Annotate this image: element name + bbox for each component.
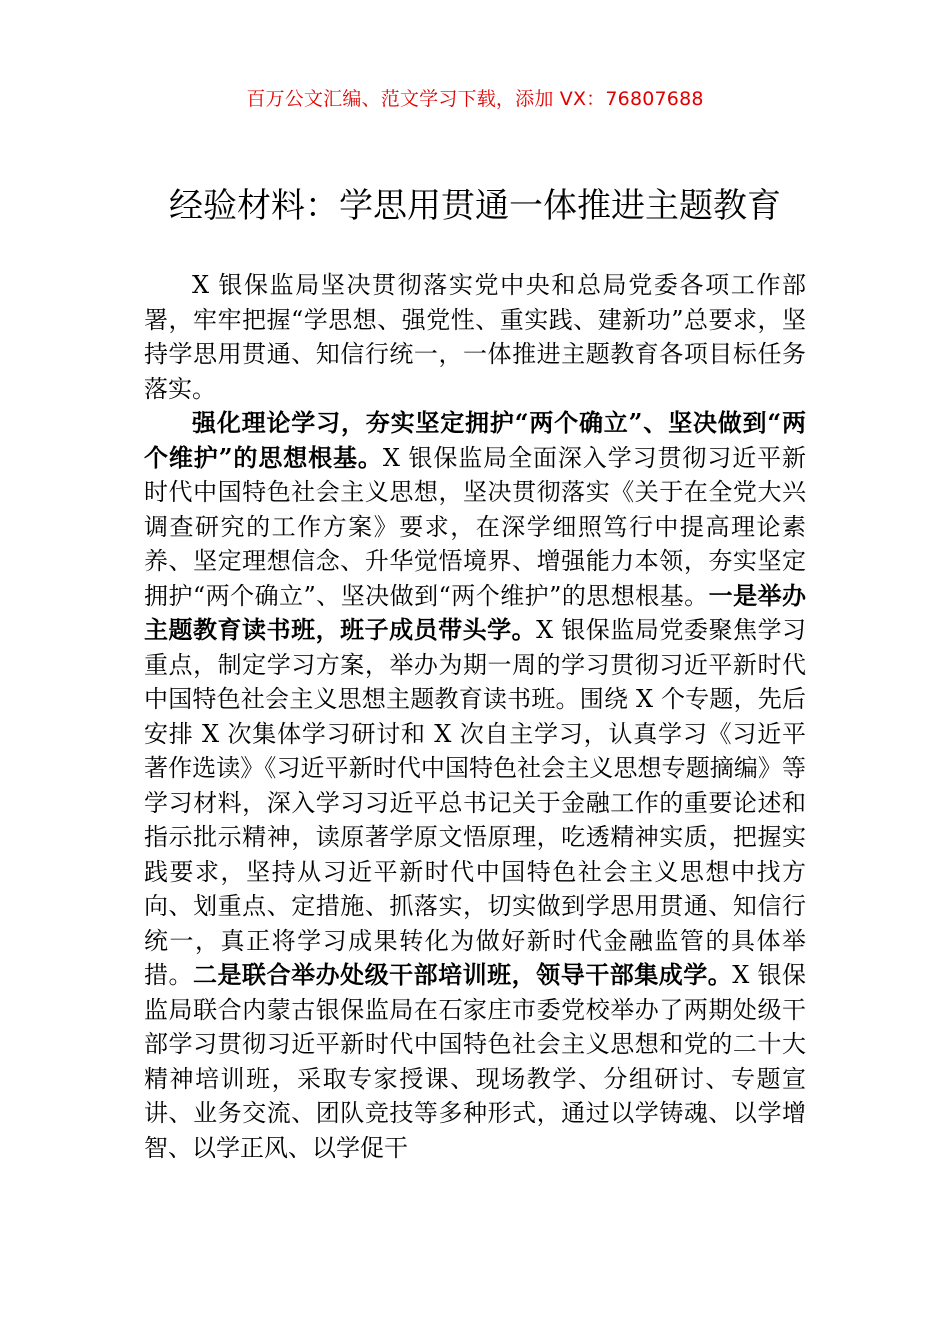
section-text-1: X 银保监局全面深入学习贯彻习近平新时代中国特色社会主义思想，坚决贯彻落实《关于在全党大兴调查研究的工作方案》要求，在深学细照笃行中提高理论素养、坚定理想信念、升华觉悟境界、增强能力本领，夯实坚定拥护“两个确立”、坚决做到“两个维护”的思想根基。 xyxy=(144,443,806,610)
header-banner: 百万公文汇编、范文学习下载，添加 VX：76807688 xyxy=(246,88,704,110)
document-title: 经验材料：学思用贯通一体推进主题教育 xyxy=(169,186,781,226)
document-body xyxy=(144,268,806,1165)
subheading-1: 一是举办主题教育读书班，班子成员带头学。 xyxy=(144,580,807,644)
section-heading: 强化理论学习，夯实坚定拥护“两个确立”、坚决做到“两个维护”的思想根基。 xyxy=(144,408,806,472)
subheading-2: 二是联合举办处级干部培训班，领导干部集成学。 xyxy=(193,960,733,989)
section-paragraph xyxy=(144,406,806,1165)
section-text-3: X 银保监局联合内蒙古银保监局在石家庄市委党校举办了两期处级干部学习贯彻习近平新时代中国特色社会主义思想和党的二十大精神培训班，采取专家授课、现场教学、分组研讨、专题宣讲、业务交流、团队竞技等多种形式，通过以学铸魂、以学增智、以学正风、以学促干 xyxy=(144,961,807,1162)
intro-paragraph: X 银保监局坚决贯彻落实党中央和总局党委各项工作部署，牢牢把握“学思想、强党性、重实践、建新功”总要求，坚持学思用贯通、知信行统一，一体推进主题教育各项目标任务落实。 xyxy=(144,271,806,403)
section-text-2: X 银保监局党委聚焦学习重点，制定学习方案，举办为期一周的学习贯彻习近平新时代中国特色社会主义思想主题教育读书班。围绕 X 个专题，先后安排 X 次集体学习研讨和 X 次自主学习，认真学习《习近平著作选读》《习近平新时代中国特色社会主义思想专题摘编》等学习材料，深入学习习近平总书记关于金融工作的重要论述和指示批示精神，读原著学原文悟原理，吃透精神实质，把握实践要求，坚持从习近平新时代中国特色社会主义思想中找方向、划重点、定措施、抓落实，切实做到学思用贯通、知信行统一，真正将学习成果转化为做好新时代金融监管的具体举措。 xyxy=(144,616,806,989)
